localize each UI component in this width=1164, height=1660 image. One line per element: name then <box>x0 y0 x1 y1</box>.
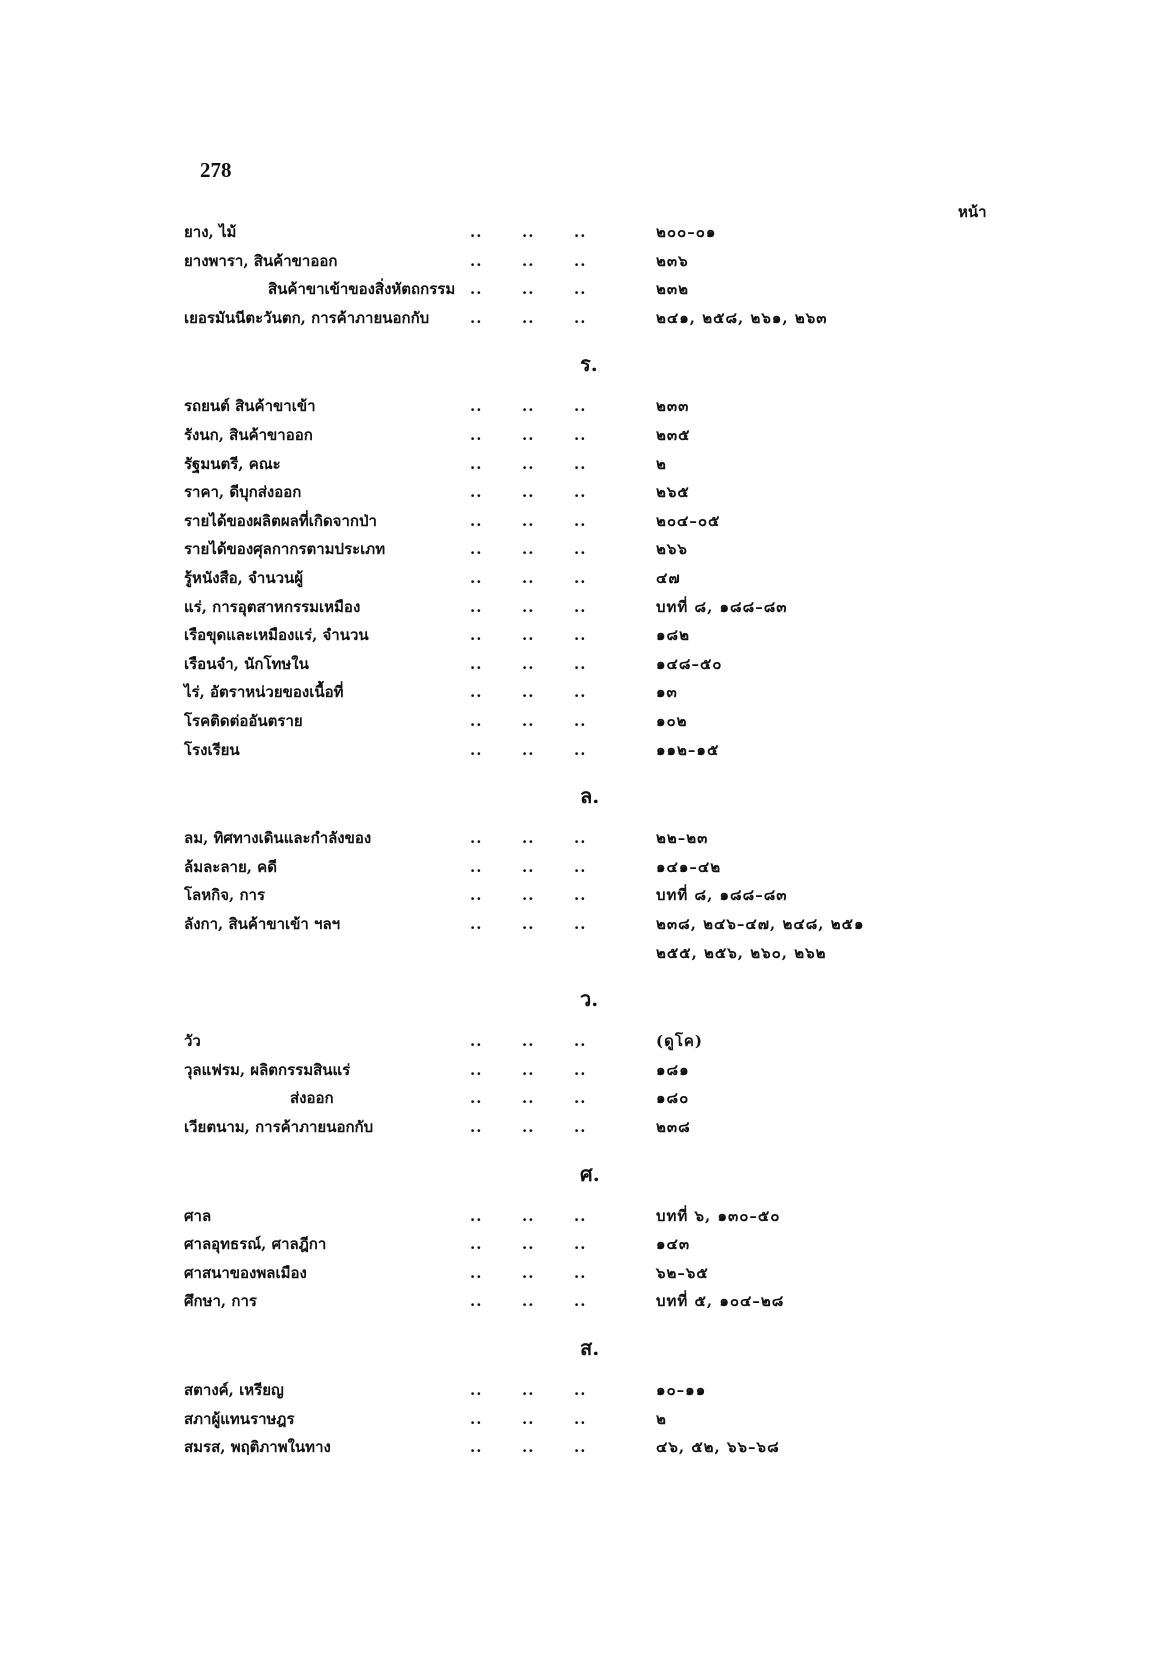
entry-pages: ๒๐๐–๐๑ <box>656 223 717 241</box>
entry-term: ลม, ทิศทางเดินและกำลังของ <box>184 829 372 848</box>
leader-dots: .. .. .. <box>470 397 587 416</box>
leader-dots: .. .. .. <box>470 1206 587 1225</box>
leader-dots: .. .. .. <box>470 280 587 299</box>
entry-term: ล้มละลาย, คดี <box>184 857 277 876</box>
index-entry <box>0 735 1164 765</box>
index-entry <box>0 1083 1164 1113</box>
leader-dots: .. .. .. <box>470 1118 587 1136</box>
index-entry <box>0 246 1164 276</box>
leader-dots: .. .. .. <box>470 654 587 673</box>
entry-pages: (ดูโค) <box>656 1032 704 1051</box>
entry-term: วัว <box>184 1032 201 1051</box>
entry-term: รายได้ของผลิตผลที่เกิดจากป่า <box>184 511 377 530</box>
entry-pages: ๑๑๒–๑๕ <box>656 740 720 759</box>
index-entry <box>0 506 1164 536</box>
index-entry <box>0 1432 1164 1462</box>
index-entry <box>0 477 1164 507</box>
entry-term: ลังกา, สินค้าขาเข้า ฯลฯ <box>184 915 341 933</box>
entry-pages: ๒๔๑, ๒๕๘, ๒๖๑, ๒๖๓ <box>656 308 828 327</box>
index-entry <box>0 938 1164 968</box>
entry-pages: บทที่ ๘, ๑๘๘–๘๓ <box>656 597 788 616</box>
index-entry <box>0 1055 1164 1085</box>
entry-pages: ๒๓๘, ๒๔๖–๔๗, ๒๔๘, ๒๕๑ <box>656 915 865 933</box>
entry-term: รายได้ของศุลกากรตามประเภท <box>184 540 386 559</box>
entry-term: ส่งออก <box>290 1089 334 1108</box>
entry-pages: ๑๘๒ <box>656 626 690 645</box>
entry-term: รู้หนังสือ, จำนวนผู้ <box>184 569 304 587</box>
entry-pages: ๒ <box>656 454 667 473</box>
entry-pages: ๔๗ <box>656 569 681 587</box>
leader-dots: .. .. .. <box>470 1409 587 1428</box>
leader-dots: .. .. .. <box>470 511 587 530</box>
index-entry <box>0 677 1164 707</box>
index-entry <box>0 274 1164 304</box>
entry-term: วุลแฟรม, ผลิตกรรมสินแร่ <box>184 1060 351 1079</box>
index-entry <box>0 1112 1164 1142</box>
leader-dots: .. .. .. <box>470 1060 587 1079</box>
entry-pages: ๔๖, ๕๒, ๖๖–๖๘ <box>656 1438 780 1457</box>
leader-dots: .. .. .. <box>470 1263 587 1282</box>
index-entry <box>0 909 1164 939</box>
leader-dots: .. .. .. <box>470 915 587 933</box>
entry-pages: ๑๐–๑๑ <box>656 1381 707 1399</box>
index-entry <box>0 1375 1164 1405</box>
entry-term: ยาง, ไม้ <box>184 223 237 241</box>
entry-pages: ๒๒–๒๓ <box>656 829 709 848</box>
leader-dots: .. .. .. <box>470 251 587 270</box>
entry-pages: ๒ <box>656 1409 667 1428</box>
index-entry <box>0 391 1164 421</box>
index-entry <box>0 303 1164 333</box>
entry-pages: ๑๓ <box>656 683 678 702</box>
leader-dots: .. .. .. <box>470 1032 587 1051</box>
section-letter: ร. <box>580 352 598 377</box>
entry-pages: ๑๐๒ <box>656 712 688 730</box>
entry-pages: ๒๐๔–๐๕ <box>656 511 721 530</box>
entry-term: ศาลอุทธรณ์, ศาลฎีกา <box>184 1235 327 1254</box>
entry-pages: ๒๕๕, ๒๕๖, ๒๖๐, ๒๖๒ <box>656 943 827 962</box>
entry-pages: บทที่ ๖, ๑๓๐–๕๐ <box>656 1206 781 1225</box>
entry-term: สมรส, พฤติภาพในทาง <box>184 1438 331 1457</box>
entry-term: เรือนจำ, นักโทษใน <box>184 654 309 673</box>
section-letter: ว. <box>580 987 599 1012</box>
entry-pages: ๑๔๘–๕๐ <box>656 654 723 673</box>
entry-pages: ๒๖๕ <box>656 483 690 502</box>
index-entry <box>0 880 1164 910</box>
index-entry <box>0 1229 1164 1259</box>
entry-pages: บทที่ ๕, ๑๐๔–๒๘ <box>656 1292 785 1311</box>
entry-pages: ๒๓๕ <box>656 426 691 444</box>
entry-term: เวียตนาม, การค้าภายนอกกับ <box>184 1118 374 1136</box>
leader-dots: .. .. .. <box>470 308 587 327</box>
entry-term: สภาผู้แทนราษฎร <box>184 1409 295 1428</box>
index-entry <box>0 1286 1164 1316</box>
section-letter: ส. <box>580 1336 600 1360</box>
index-entry <box>0 592 1164 622</box>
entry-pages: ๑๔๑–๔๒ <box>656 857 722 876</box>
index-entry <box>0 563 1164 593</box>
entry-term: ยางพารา, สินค้าขาออก <box>184 251 338 270</box>
leader-dots: .. .. .. <box>470 683 587 702</box>
leader-dots: .. .. .. <box>470 857 587 876</box>
entry-term: ศาสนาของพลเมือง <box>184 1263 307 1282</box>
entry-term: รถยนต์ สินค้าขาเข้า <box>184 397 316 416</box>
index-entry <box>0 1201 1164 1231</box>
entry-term: สตางค์, เหรียญ <box>184 1381 284 1399</box>
index-entry <box>0 620 1164 650</box>
entry-pages: ๒๓๖ <box>656 251 689 270</box>
leader-dots: .. .. .. <box>470 540 587 559</box>
entry-term: โรงเรียน <box>184 740 240 759</box>
leader-dots: .. .. .. <box>470 886 587 905</box>
leader-dots: .. .. .. <box>470 829 587 848</box>
entry-term: โลหกิจ, การ <box>184 886 266 905</box>
index-entry <box>0 852 1164 882</box>
index-entry <box>0 420 1164 450</box>
index-entry <box>0 823 1164 853</box>
entry-pages: ๒๓๒ <box>656 280 690 299</box>
index-entry <box>0 1258 1164 1288</box>
index-entry <box>0 449 1164 479</box>
leader-dots: .. .. .. <box>470 454 587 473</box>
leader-dots: .. .. .. <box>470 223 587 241</box>
index-entry <box>0 217 1164 247</box>
entry-pages: ๒๓๘ <box>656 1118 691 1136</box>
entry-term: ไร่, อัตราหน่วยของเนื้อที่ <box>184 683 344 702</box>
index-entry <box>0 649 1164 679</box>
leader-dots: .. .. .. <box>470 1089 587 1108</box>
entry-term: โรคติดต่ออันตราย <box>184 712 303 730</box>
entry-term: รัฐมนตรี, คณะ <box>184 454 281 473</box>
leader-dots: .. .. .. <box>470 1292 587 1311</box>
entry-pages: ๑๔๓ <box>656 1235 691 1254</box>
entry-term: เยอรมันนีตะวันตก, การค้าภายนอกกับ <box>184 308 430 327</box>
entry-pages: ๑๘๐ <box>656 1089 690 1108</box>
leader-dots: .. .. .. <box>470 426 587 444</box>
leader-dots: .. .. .. <box>470 1381 587 1399</box>
entry-term: เรือขุดและเหมืองแร่, จำนวน <box>184 626 369 645</box>
leader-dots: .. .. .. <box>470 1235 587 1254</box>
section-letter: ศ. <box>580 1161 600 1186</box>
entry-pages: ๒๖๖ <box>656 540 688 559</box>
index-entry <box>0 534 1164 564</box>
page-number: 278 <box>200 158 232 182</box>
entry-term: ราคา, ดีบุกส่งออก <box>184 483 302 502</box>
entry-term: รังนก, สินค้าขาออก <box>184 426 313 444</box>
index-entry <box>0 1404 1164 1434</box>
leader-dots: .. .. .. <box>470 569 587 587</box>
section-letter: ล. <box>580 784 600 809</box>
leader-dots: .. .. .. <box>470 740 587 759</box>
index-entry <box>0 706 1164 736</box>
entry-term: แร่, การอุตสาหกรรมเหมือง <box>184 597 361 616</box>
entry-pages: ๒๓๓ <box>656 397 690 416</box>
leader-dots: .. .. .. <box>470 597 587 616</box>
leader-dots: .. .. .. <box>470 1438 587 1457</box>
leader-dots: .. .. .. <box>470 712 587 730</box>
entry-pages: ๑๘๑ <box>656 1060 690 1079</box>
entry-pages: ๖๒–๖๕ <box>656 1263 709 1282</box>
entry-term: ศึกษา, การ <box>184 1292 257 1311</box>
leader-dots: .. .. .. <box>470 626 587 645</box>
entry-pages: บทที่ ๘, ๑๘๘–๘๓ <box>656 886 788 905</box>
index-entry <box>0 1026 1164 1056</box>
entry-term: ศาล <box>184 1206 212 1225</box>
page-column-header: หน้า <box>958 203 987 221</box>
entry-term: สินค้าขาเข้าของสิ่งหัตถกรรม <box>268 280 456 299</box>
leader-dots: .. .. .. <box>470 483 587 502</box>
